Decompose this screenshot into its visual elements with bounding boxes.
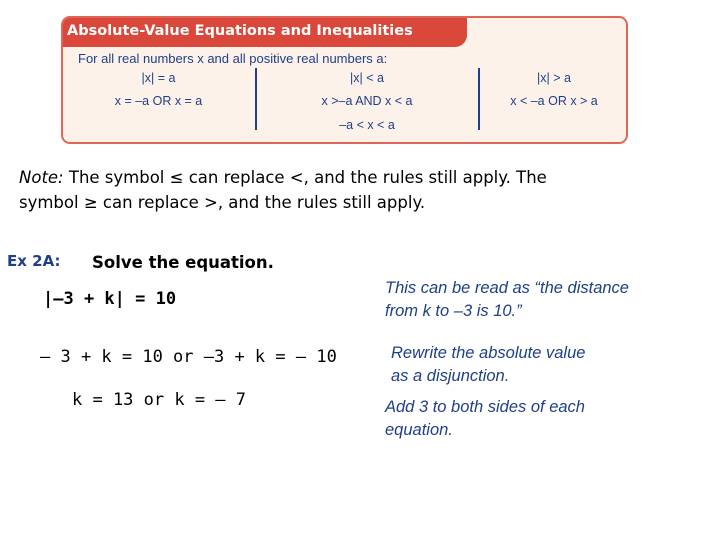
note-text: The symbol ≤ can replace <, and the rules still apply. The	[63, 168, 547, 187]
rule-line: x = –a OR x = a	[114, 94, 203, 108]
rule-line: –a < x < a	[339, 118, 395, 132]
work-step-2: – 3 + k = 10 or –3 + k = – 10	[40, 347, 337, 367]
work-step-1: |–3 + k| = 10	[43, 289, 177, 309]
example-label: Ex 2A:	[7, 252, 61, 270]
note-line-2: symbol ≥ can replace >, and the rules still apply.	[19, 193, 426, 212]
rule-intro: For all real numbers x and all positive real numbers a:	[78, 51, 388, 66]
rule-column-equation	[63, 70, 254, 140]
explanation-2	[391, 342, 585, 388]
rule-line: |x| = a	[141, 71, 176, 85]
column-divider	[255, 68, 257, 130]
explanation-line: Rewrite the absolute value	[391, 344, 586, 362]
example-instruction: Solve the equation.	[92, 253, 274, 272]
explanation-line: Add 3 to both sides of each	[385, 398, 585, 416]
explanation-line: This can be read as “the distance	[385, 279, 629, 297]
rule-box	[61, 16, 628, 144]
rule-line: x < –a OR x > a	[510, 94, 598, 108]
note-prefix: Note:	[19, 168, 64, 187]
rule-line: x >–a AND x < a	[321, 94, 413, 108]
rule-column-less-than	[258, 70, 476, 140]
explanation-1	[385, 277, 629, 323]
rule-header	[63, 18, 467, 47]
rule-line: |x| < a	[350, 71, 384, 85]
work-step-3: k = 13 or k = – 7	[72, 390, 246, 410]
explanation-line: equation.	[385, 421, 453, 439]
explanation-3	[385, 396, 585, 442]
explanation-line: from k to –3 is 10.”	[385, 302, 522, 320]
note-line-1	[19, 168, 547, 187]
rule-column-greater-than	[482, 70, 626, 140]
column-divider	[478, 68, 480, 130]
rule-title: Absolute-Value Equations and Inequalities	[67, 23, 413, 39]
rule-line: |x| > a	[537, 71, 571, 85]
explanation-line: as a disjunction.	[391, 367, 510, 385]
